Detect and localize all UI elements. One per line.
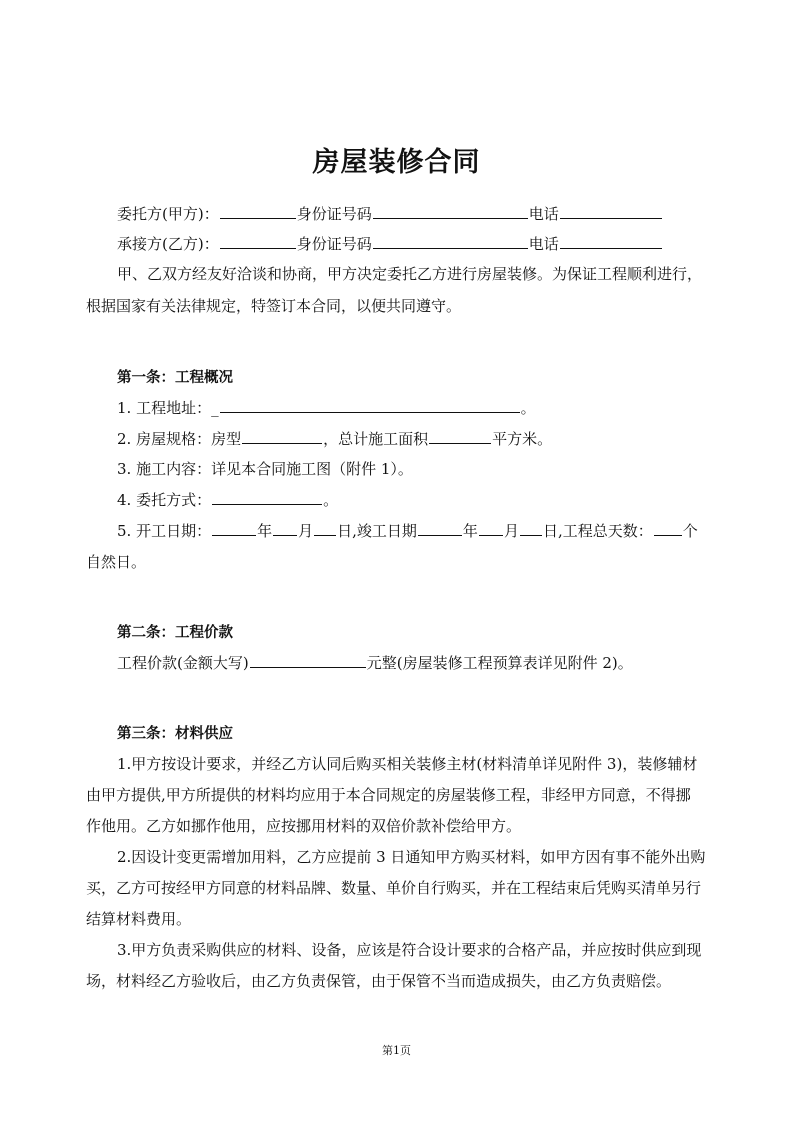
article-1-item-1	[86, 397, 743, 419]
article-3-p1-l3: 作他用。乙方如挪作他用，应按挪用材料的双倍价款补偿给甲方。	[86, 817, 522, 835]
total-days-blank[interactable]	[654, 520, 682, 536]
layout-label: 2. 房屋规格：房型	[117, 430, 242, 448]
party-a-name-blank[interactable]	[220, 203, 296, 219]
article-3-p2-l2: 买，乙方可按经甲方同意的材料品牌、数量、单价自行购买，并在工程结束后凭购买清单另行	[86, 879, 702, 897]
start-date-label: 5. 开工日期：	[117, 522, 212, 540]
article-1-item-2	[86, 428, 743, 450]
party-b-label: 承接方(乙方)：	[117, 235, 219, 253]
area-blank[interactable]	[429, 428, 491, 444]
party-a-id-blank[interactable]	[373, 203, 528, 219]
price-blank[interactable]	[250, 652, 366, 668]
article-2-price-line	[86, 652, 743, 674]
day-label: 日	[337, 522, 353, 540]
intro-line-2: 根据国家有关法律规定，特签订本合同，以便共同遵守。	[86, 297, 462, 315]
article-1-item-5-cont: 自然日。	[86, 553, 147, 571]
article-1-item-4	[86, 489, 743, 511]
end-month-blank[interactable]	[479, 520, 503, 536]
area-label: ，总计施工面积	[323, 430, 429, 448]
address-label: 1. 工程地址：_	[117, 399, 219, 417]
party-b-line	[86, 233, 743, 255]
article-3-p1-l2: 由甲方提供,甲方所提供的材料均应用于本合同规定的房屋装修工程，非经甲方同意，不得挪	[86, 786, 691, 804]
start-month-blank[interactable]	[273, 520, 297, 536]
day-label-2: 日	[542, 522, 558, 540]
area-unit: 平方米。	[492, 430, 553, 448]
end-day-blank[interactable]	[520, 520, 542, 536]
party-a-label: 委托方(甲方)：	[117, 205, 219, 223]
item-4-end: 。	[323, 491, 339, 509]
start-year-blank[interactable]	[212, 520, 256, 536]
year-label-2: 年	[462, 522, 478, 540]
commission-blank[interactable]	[212, 489, 322, 505]
article-3-p3-l1: 3.甲方负责采购供应的材料、设备，应该是符合设计要求的合格产品，并应按时供应到现	[117, 941, 702, 959]
article-3-heading: 第三条：材料供应	[117, 726, 233, 742]
article-3-p2-l1: 2.因设计变更需增加用料，乙方应提前 3 日通知甲方购买材料，如甲方因有事不能外出购	[117, 848, 706, 866]
month-label-2: 月	[503, 522, 519, 540]
commission-label: 4. 委托方式：	[117, 491, 212, 509]
party-a-line	[86, 203, 743, 225]
month-label: 月	[298, 522, 314, 540]
article-3-p2-l3: 结算材料费用。	[86, 910, 192, 928]
article-3-p1-l1: 1.甲方按设计要求，并经乙方认同后购买相关装修主材(材料清单详见附件 3)，装修辅材	[117, 755, 698, 773]
article-2-heading: 第二条：工程价款	[117, 625, 233, 641]
price-label: 工程价款(金额大写)	[117, 654, 249, 672]
party-b-phone-label: 电话	[528, 235, 559, 253]
party-a-id-label: 身份证号码	[296, 205, 372, 223]
party-b-phone-blank[interactable]	[560, 233, 662, 249]
end-year-blank[interactable]	[418, 520, 462, 536]
page-number: 第1页	[382, 1044, 411, 1057]
price-suffix: 元整(房屋装修工程预算表详见附件 2)。	[366, 654, 633, 672]
party-a-phone-blank[interactable]	[560, 203, 662, 219]
year-label: 年	[257, 522, 273, 540]
days-unit: 个	[682, 522, 698, 540]
page-title: 房屋装修合同	[312, 147, 481, 178]
end-date-label: ,竣工日期	[352, 522, 417, 540]
article-1-item-3: 3. 施工内容：详见本合同施工图（附件 1）。	[117, 460, 413, 478]
party-a-phone-label: 电话	[528, 205, 559, 223]
party-b-id-label: 身份证号码	[296, 235, 372, 253]
party-b-name-blank[interactable]	[220, 233, 296, 249]
total-days-label: ,工程总天数：	[557, 522, 653, 540]
start-day-blank[interactable]	[314, 520, 336, 536]
article-1-heading: 第一条：工程概况	[117, 370, 233, 386]
article-3-p3-l2: 场，材料经乙方验收后，由乙方负责保管，由于保管不当而造成损失，由乙方负责赔偿。	[86, 972, 672, 990]
article-1-item-5	[86, 520, 743, 542]
intro-line-1: 甲、乙双方经友好洽谈和协商，甲方决定委托乙方进行房屋装修。为保证工程顺利进行，	[117, 265, 703, 283]
layout-blank[interactable]	[242, 428, 322, 444]
party-b-id-blank[interactable]	[373, 233, 528, 249]
item-1-end: 。	[520, 399, 536, 417]
address-blank[interactable]	[220, 397, 520, 413]
